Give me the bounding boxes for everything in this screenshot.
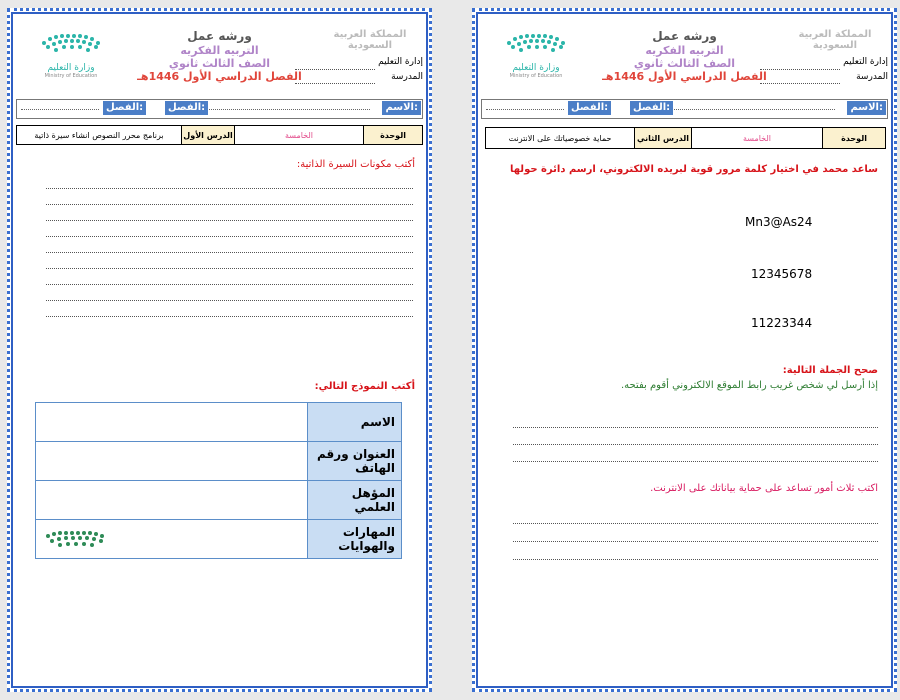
ministry-name: وزارة التعليم [47,63,95,73]
edu-dept-label: إدارة التعليم [843,57,888,67]
workshop-title: ورشه عمل [187,29,252,43]
school-label: المدرسة [856,72,888,82]
unit-row [16,125,423,145]
cv-value-name[interactable] [36,403,308,442]
cv-row [36,481,402,520]
worksheet-page-right [472,8,897,692]
school-line[interactable] [760,83,840,84]
subject-title: التربيه الفكريه [645,44,724,57]
edu-dept-line[interactable] [760,69,840,70]
question-1: ساعد محمد في اختيار كلمة مرور قوية لبريده الالكتروني، ارسم دائرة حولها [509,164,878,175]
unit-value: الخامسة [234,126,363,144]
question-2-sentence: إذا أرسل لي شخص غريب رابط الموقع الالكتروني أقوم بفتحه. [620,380,878,391]
ministry-dots-icon [44,530,110,552]
question-2: أكتب النموذج التالي: [314,381,415,392]
edu-dept-line[interactable] [295,69,375,70]
ministry-name: وزارة التعليم [512,63,560,73]
question-1: أكتب مكونات السيرة الذاتية: [296,159,415,170]
unit-label: الوحدة [822,128,885,148]
worksheet-page-left [7,8,432,692]
name-field[interactable] [665,109,835,110]
cv-row [36,520,402,559]
cv-label-skills: المهارات والهوايات [308,520,402,559]
question-3: اكتب ثلاث أمور تساعد على حماية بياناتك على الانترنت. [650,483,878,494]
cv-label-address: العنوان ورقم الهاتف [308,442,402,481]
section-label: الفصل: [568,101,611,115]
question-2-title: صحح الجملة التالية: [782,365,878,376]
unit-label: الوحدة [363,126,422,144]
semester-title: الفصل الدراسي الأول 1446هـ [602,70,767,83]
cv-table [35,402,402,559]
cv-label-name: الاسم [308,403,402,442]
class-label: الفصل: [630,101,673,115]
kingdom-logo: المملكة العربية السعودية [798,29,872,51]
unit-row [485,127,886,149]
cv-value-address[interactable] [36,442,308,481]
kingdom-logo: المملكة العربية السعودية [333,29,407,51]
subject-title: التربيه الفكريه [180,44,259,57]
cv-row [36,442,402,481]
cv-label-qualification: المؤهل العلمي [308,481,402,520]
grade-title: الصف الثالث ثانوي [168,57,271,70]
name-field[interactable] [200,109,370,110]
ministry-name-en: Ministry of Education [509,73,563,79]
name-bar [481,99,888,119]
edu-dept-label: إدارة التعليم [378,57,423,67]
password-option-3[interactable]: 11223344 [751,316,813,330]
school-label: المدرسة [391,72,423,82]
password-option-1[interactable]: Mn3@As24 [745,215,813,229]
name-label: الاسم: [382,101,421,115]
lesson-label: الدرس الثاني [634,128,691,148]
ministry-name-en: Ministry of Education [44,73,98,79]
cv-row [36,403,402,442]
workshop-title: ورشه عمل [652,29,717,43]
lesson-value: برنامج محرر النصوص انشاء سيرة ذاتية [34,130,164,140]
section-field[interactable] [21,109,99,110]
section-field[interactable] [486,109,564,110]
lesson-label: الدرس الأول [181,126,234,144]
name-label: الاسم: [847,101,886,115]
lesson-value: حماية خصوصياتك على الانترنت [508,133,612,143]
unit-value: الخامسة [691,128,822,148]
grade-title: الصف الثالث ثانوي [633,57,736,70]
semester-title: الفصل الدراسي الأول 1446هـ [137,70,302,83]
cv-value-skills[interactable] [36,520,308,559]
name-bar [16,99,423,119]
section-label: الفصل: [103,101,146,115]
password-option-2[interactable]: 12345678 [751,267,813,281]
school-line[interactable] [295,83,375,84]
class-label: الفصل: [165,101,208,115]
cv-value-qualification[interactable] [36,481,308,520]
